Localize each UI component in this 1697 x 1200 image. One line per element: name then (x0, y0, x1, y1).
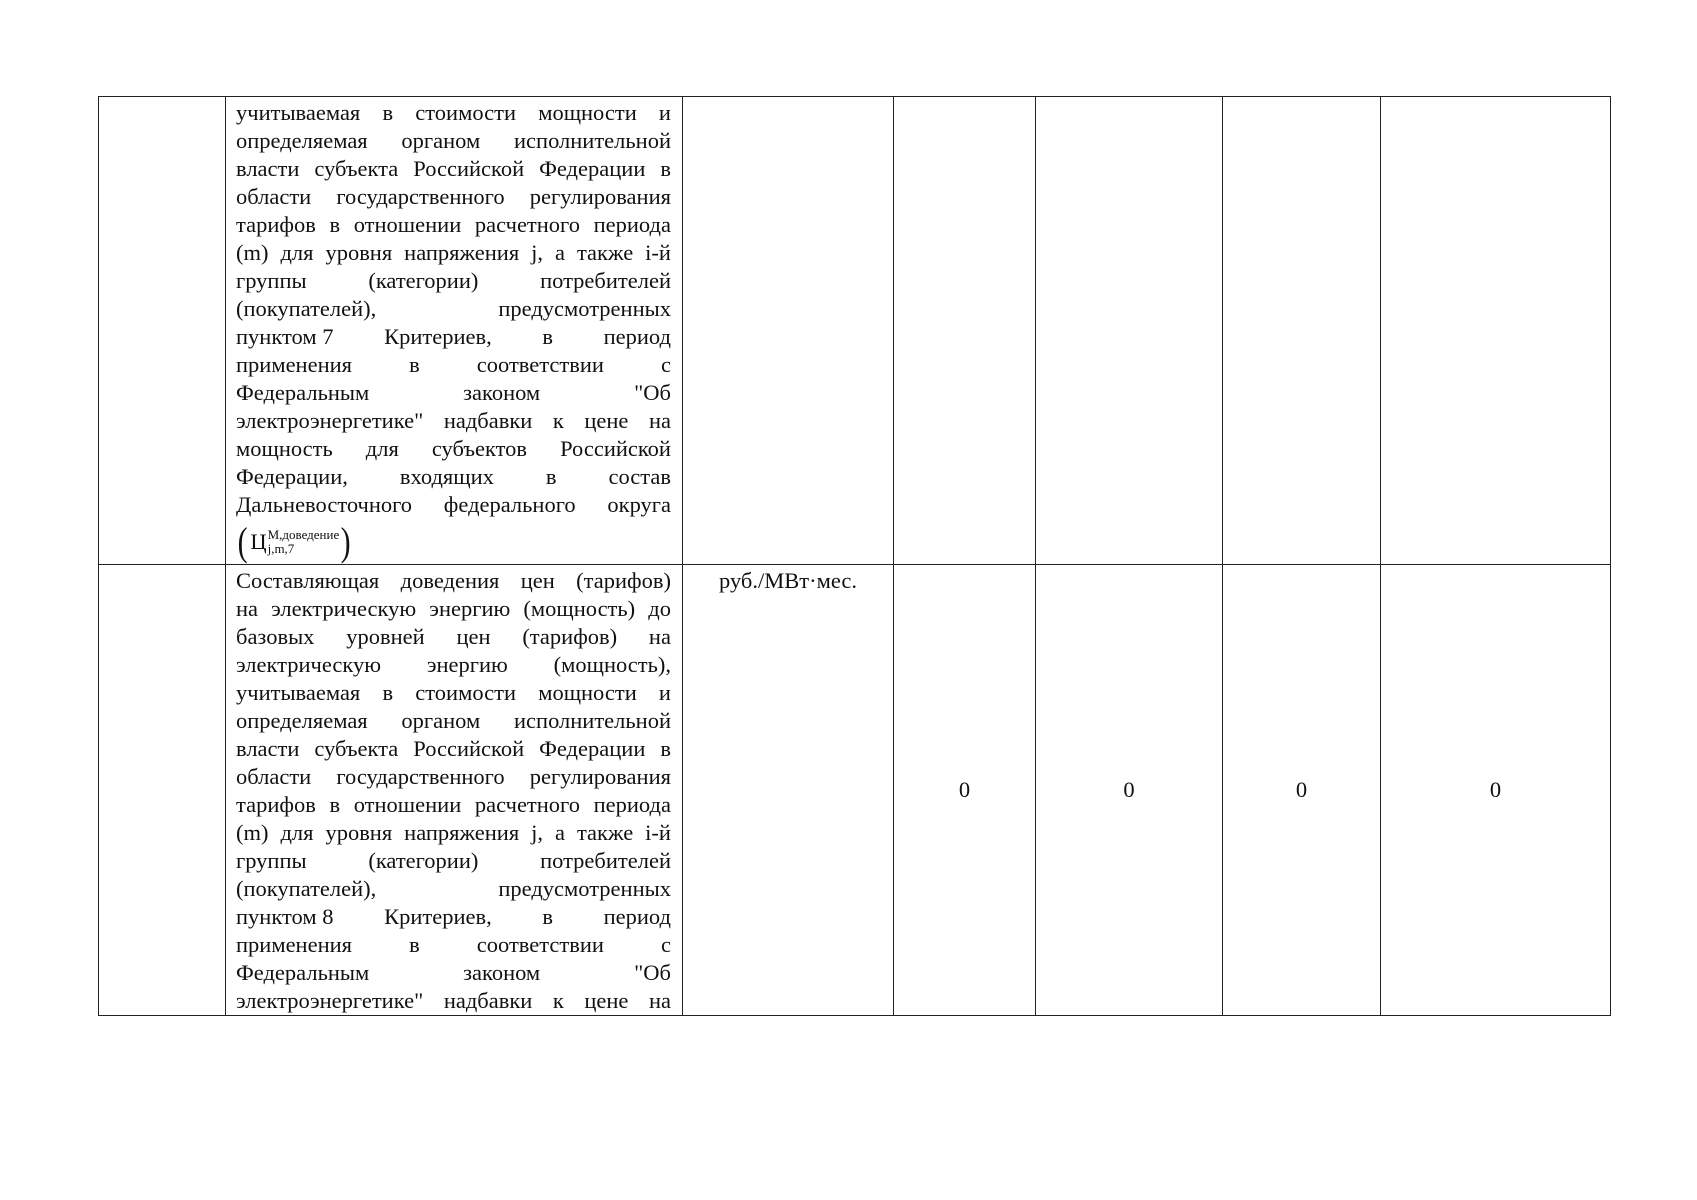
text-word: до (648, 596, 671, 621)
text-word: периода (593, 212, 671, 237)
description-text (236, 567, 671, 1015)
text-word: федерального (443, 492, 576, 517)
text-line (236, 959, 671, 987)
text-word: области (236, 184, 312, 209)
text-word: расчетного (474, 792, 580, 817)
text-word: области (236, 764, 312, 789)
text-word: органом (401, 708, 481, 733)
text-line (236, 707, 671, 735)
text-line (236, 987, 671, 1015)
text-word: цен (520, 568, 555, 593)
value-cell: 0 (894, 565, 1036, 1016)
text-word: входящих (399, 464, 494, 489)
text-word: государственного (336, 184, 505, 209)
text-word: для (280, 240, 314, 265)
text-word: (m) (236, 820, 269, 845)
text-word: Российской (560, 436, 671, 461)
text-word: Дальневосточного (236, 492, 413, 517)
text-word: органом (401, 128, 481, 153)
text-word: i-й (645, 820, 671, 845)
text-word: период (603, 904, 671, 929)
text-word: (категории) (368, 268, 479, 293)
text-word: электроэнергетике" (236, 988, 424, 1013)
text-line (236, 763, 671, 791)
value-cell: 0 (1036, 565, 1223, 1016)
text-line (236, 931, 671, 959)
text-word: "Об (634, 380, 671, 405)
text-word: соответствии (476, 932, 604, 957)
text-word: соответствии (476, 352, 604, 377)
text-word: также (576, 820, 634, 845)
formula-subscript: j,m,7 (267, 541, 295, 556)
text-word: Российской (413, 736, 525, 761)
text-line (236, 463, 671, 491)
text-word: (тарифов) (576, 568, 671, 593)
text-word: пунктом 8 (236, 904, 334, 929)
text-word: (мощность) (523, 596, 636, 621)
text-line (236, 875, 671, 903)
text-word: исполнительной (514, 708, 671, 733)
text-line (236, 379, 671, 407)
text-word: государственного (336, 764, 505, 789)
text-word: в (409, 352, 420, 377)
unit-cell: руб./МВт·мес. (683, 565, 894, 1016)
text-line (236, 651, 671, 679)
text-word: стоимости (415, 680, 517, 705)
table-row (99, 97, 1611, 565)
text-word: надбавки (443, 988, 533, 1013)
text-word: мощности (538, 100, 637, 125)
text-line (236, 819, 671, 847)
text-line (236, 679, 671, 707)
value-cell: 0 (1223, 565, 1381, 1016)
text-word: регулирования (529, 764, 671, 789)
text-word: в (409, 932, 420, 957)
text-line (236, 847, 671, 875)
text-word: в (329, 212, 341, 237)
text-word: в (382, 680, 394, 705)
text-word: (тарифов) (522, 624, 618, 649)
text-word: в (660, 736, 671, 761)
text-line (236, 295, 671, 323)
text-word: определяемая (236, 128, 368, 153)
text-word: Федеральным (236, 380, 370, 405)
text-word: законом (463, 380, 541, 405)
text-word: базовых (236, 624, 315, 649)
text-word: регулирования (529, 184, 671, 209)
text-word: в (660, 156, 671, 181)
value-cell (894, 97, 1036, 565)
text-word: применения (236, 352, 353, 377)
text-word: власти (236, 736, 300, 761)
text-word: для (280, 820, 314, 845)
text-word: потребителей (540, 848, 671, 873)
text-word: i-й (645, 240, 671, 265)
text-word: на (236, 596, 259, 621)
text-word: мощность (236, 436, 333, 461)
formula-indices (268, 528, 340, 556)
text-word: к (552, 988, 564, 1013)
text-line (236, 183, 671, 211)
text-word: в (329, 792, 341, 817)
text-line (236, 623, 671, 651)
formula-open-paren: ( (237, 519, 248, 564)
text-line (236, 155, 671, 183)
text-word: "Об (634, 960, 671, 985)
text-word: Федеральным (236, 960, 370, 985)
text-word: предусмотренных (498, 876, 671, 901)
text-word: уровня (325, 240, 393, 265)
text-word: к (552, 408, 564, 433)
text-word: потребителей (540, 268, 671, 293)
text-word: субъекта (314, 156, 399, 181)
text-word: пунктом 7 (236, 324, 334, 349)
text-word: энергию (426, 652, 508, 677)
text-word: состав (608, 464, 671, 489)
text-word: мощности (538, 680, 637, 705)
text-word: Составляющая (236, 568, 380, 593)
text-word: на (648, 408, 671, 433)
text-word: цене (584, 408, 629, 433)
text-word: группы (236, 848, 307, 873)
text-word: в (545, 464, 557, 489)
text-word: (покупателей), (236, 296, 377, 321)
text-word: надбавки (443, 408, 533, 433)
text-word: и (658, 680, 671, 705)
value-cell (1381, 97, 1611, 565)
text-word: а (555, 820, 565, 845)
text-line (236, 491, 671, 519)
text-word: Федерации (539, 156, 646, 181)
text-word: на (648, 988, 671, 1013)
text-word: доведения (400, 568, 500, 593)
text-word: также (576, 240, 634, 265)
text-word: субъектов (431, 436, 528, 461)
text-word: отношении (353, 792, 462, 817)
text-word: расчетного (474, 212, 580, 237)
text-word: для (365, 436, 399, 461)
text-line (236, 735, 671, 763)
text-line (236, 435, 671, 463)
text-word: исполнительной (514, 128, 671, 153)
text-word: (m) (236, 240, 269, 265)
table-row (99, 565, 1611, 1016)
text-word: учитываемая (236, 100, 361, 125)
text-line (236, 267, 671, 295)
text-word: Федерации, (236, 464, 348, 489)
text-word: предусмотренных (498, 296, 671, 321)
text-word: в (382, 100, 394, 125)
text-word: напряжения (404, 820, 520, 845)
text-line (236, 323, 671, 351)
text-word: энергию (429, 596, 511, 621)
text-word: периода (593, 792, 671, 817)
text-word: а (555, 240, 565, 265)
value-cell: 0 (1381, 565, 1611, 1016)
text-word: стоимости (415, 100, 517, 125)
text-word: цен (456, 624, 491, 649)
text-word: на (648, 624, 671, 649)
text-word: власти (236, 156, 300, 181)
text-word: Критериев, (384, 904, 492, 929)
text-line (236, 127, 671, 155)
text-word: с (660, 352, 671, 377)
text-word: тарифов (236, 212, 316, 237)
text-word: (мощность), (553, 652, 671, 677)
text-line (236, 567, 671, 595)
value-cell (1036, 97, 1223, 565)
text-word: субъекта (314, 736, 399, 761)
text-word: Критериев, (384, 324, 492, 349)
text-line (236, 903, 671, 931)
formula-symbol: Ц (250, 528, 267, 554)
text-line (236, 351, 671, 379)
tariff-table (98, 96, 1611, 1016)
description-text (236, 99, 671, 519)
text-word: период (603, 324, 671, 349)
text-word: j, (531, 240, 544, 265)
text-word: отношении (353, 212, 462, 237)
text-line (236, 239, 671, 267)
text-word: цене (584, 988, 629, 1013)
description-cell (226, 565, 683, 1016)
text-word: законом (463, 960, 541, 985)
value-cell (1223, 97, 1381, 565)
text-word: уровней (346, 624, 425, 649)
text-word: учитываемая (236, 680, 361, 705)
formula-superscript: М,доведение (267, 527, 340, 542)
text-word: группы (236, 268, 307, 293)
formula (236, 520, 671, 564)
text-word: и (658, 100, 671, 125)
text-line (236, 791, 671, 819)
text-word: округа (607, 492, 671, 517)
text-line (236, 99, 671, 127)
text-word: электроэнергетике" (236, 408, 424, 433)
unit-cell (683, 97, 894, 565)
text-word: j, (531, 820, 544, 845)
text-word: напряжения (404, 240, 520, 265)
text-word: определяемая (236, 708, 368, 733)
text-word: уровня (325, 820, 393, 845)
text-word: (покупателей), (236, 876, 377, 901)
text-word: применения (236, 932, 353, 957)
text-word: Федерации (539, 736, 646, 761)
text-word: тарифов (236, 792, 316, 817)
text-word: (категории) (368, 848, 479, 873)
text-word: электрическую (271, 596, 417, 621)
text-word: в (542, 324, 553, 349)
formula-close-paren: ) (340, 519, 351, 564)
text-word: с (660, 932, 671, 957)
text-word: Российской (413, 156, 525, 181)
text-line (236, 407, 671, 435)
text-word: электрическую (236, 652, 382, 677)
description-cell (226, 97, 683, 565)
text-word: в (542, 904, 553, 929)
text-line (236, 595, 671, 623)
index-cell (99, 97, 226, 565)
text-line (236, 211, 671, 239)
index-cell (99, 565, 226, 1016)
